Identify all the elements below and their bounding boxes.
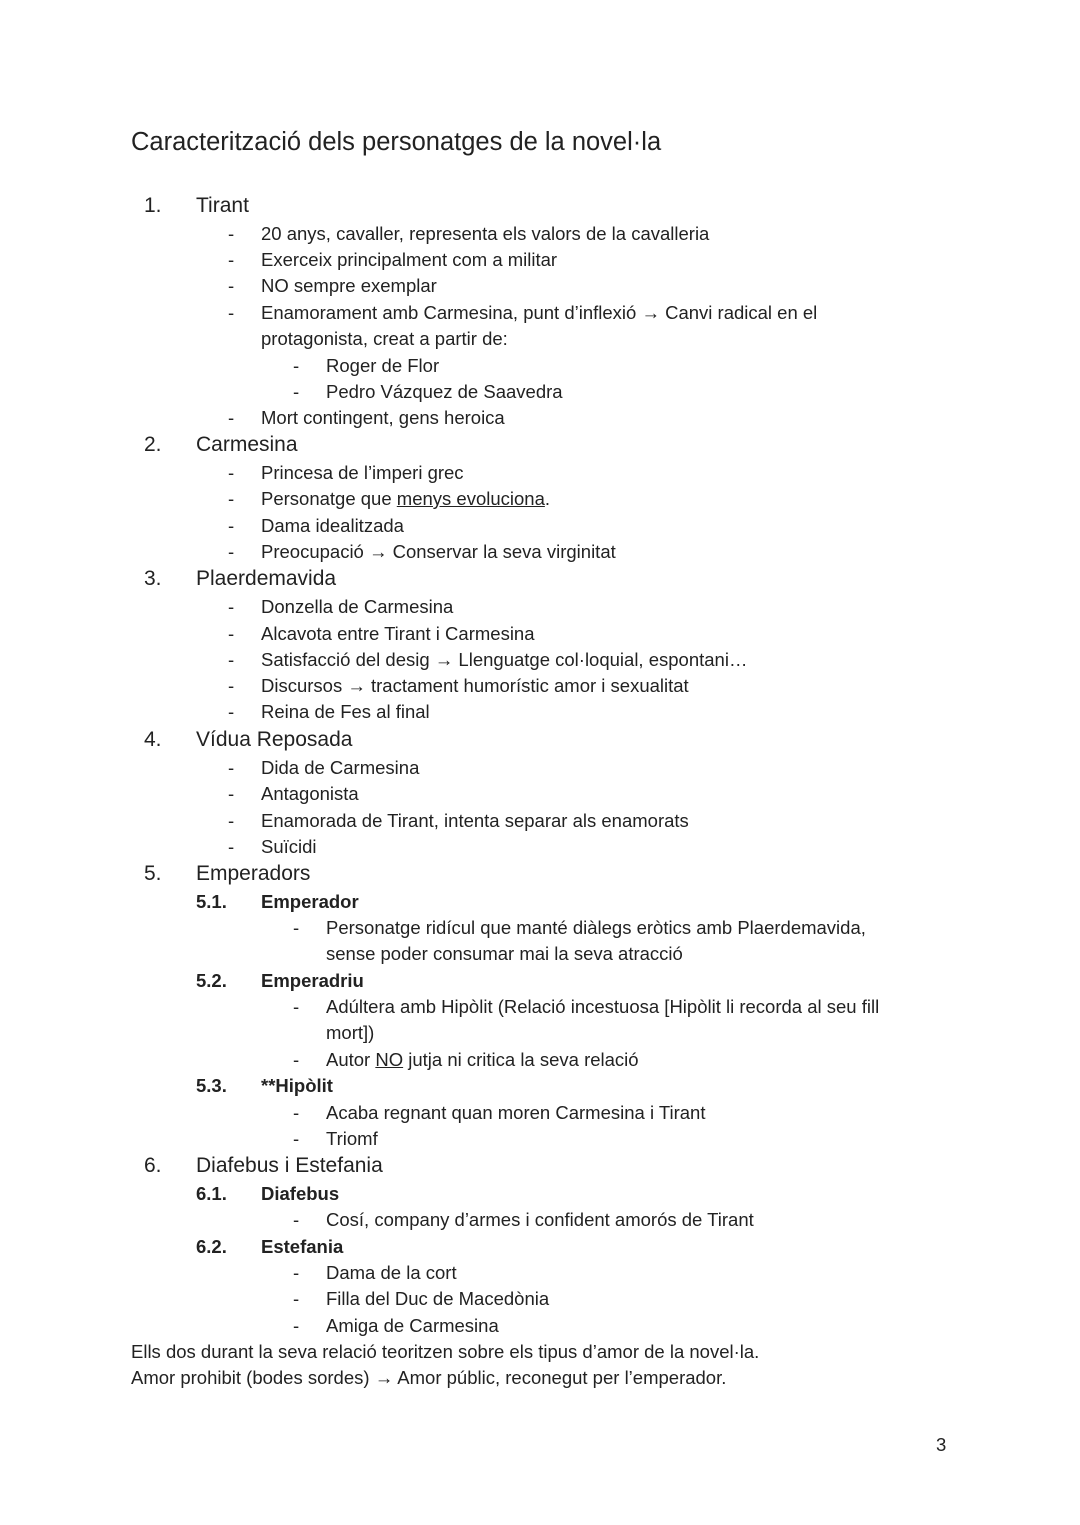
section-number: 2. (144, 433, 162, 456)
section-heading-carmesina: Carmesina (196, 433, 298, 456)
bullet-dash: - (228, 623, 235, 644)
bullet-dash: - (293, 1128, 300, 1149)
list-item: NO sempre exemplar (261, 275, 437, 296)
bullet-dash: - (228, 275, 235, 296)
list-item-continuation: mort]) (326, 1022, 375, 1043)
list-item-text: Personatge que (261, 488, 397, 509)
bullet-dash: - (293, 1288, 300, 1309)
page-title: Caracterització dels personatges de la novel·la (131, 128, 662, 156)
list-item-text: . (544, 488, 551, 509)
section-number: 3. (144, 567, 162, 590)
bullet-dash: - (228, 302, 235, 323)
underlined-text: menys evoluciona (396, 488, 545, 509)
bullet-dash: - (228, 515, 235, 536)
closing-paragraph-line: Amor prohibit (bodes sordes) → Amor públic, reconegut per l’emperador. (131, 1367, 727, 1388)
list-item: 20 anys, cavaller, representa els valors de la cavalleria (261, 223, 710, 244)
bullet-dash: - (228, 675, 235, 696)
bullet-dash: - (293, 355, 300, 376)
list-item: Triomf (326, 1128, 378, 1149)
section-heading-vidua-reposada: Vídua Reposada (196, 728, 353, 751)
bullet-dash: - (228, 836, 235, 857)
list-item (326, 1049, 639, 1071)
subsection-heading-hipolit: **Hipòlit (261, 1075, 333, 1096)
list-item: Satisfacció del desig → Llenguatge col·loquial, espontani… (261, 649, 748, 670)
list-item: Preocupació → Conservar la seva virginitat (261, 541, 616, 562)
bullet-dash: - (293, 1315, 300, 1336)
page-number: 3 (936, 1434, 947, 1455)
list-item (261, 488, 550, 510)
list-item: Adúltera amb Hipòlit (Relació incestuosa [Hipòlit li recorda al seu fill (326, 996, 880, 1017)
list-item: Reina de Fes al final (261, 701, 430, 722)
subsection-number: 5.2. (196, 970, 227, 991)
bullet-dash: - (228, 462, 235, 483)
underlined-text: NO (375, 1049, 404, 1070)
bullet-dash: - (293, 1209, 300, 1230)
subsection-heading-estefania: Estefania (261, 1236, 344, 1257)
section-number: 4. (144, 728, 162, 751)
bullet-dash: - (228, 757, 235, 778)
subsection-number: 6.2. (196, 1236, 227, 1257)
list-item: Enamorada de Tirant, intenta separar als enamorats (261, 810, 689, 831)
bullet-dash: - (228, 223, 235, 244)
list-item: Filla del Duc de Macedònia (326, 1288, 550, 1309)
list-item: Dama idealitzada (261, 515, 404, 536)
list-item: Acaba regnant quan moren Carmesina i Tirant (326, 1102, 706, 1123)
subsection-heading-diafebus: Diafebus (261, 1183, 340, 1204)
list-item: Suïcidi (261, 836, 317, 857)
bullet-dash: - (293, 1262, 300, 1283)
list-item: Discursos → tractament humorístic amor i sexualitat (261, 675, 689, 696)
subsection-heading-emperadriu: Emperadriu (261, 970, 364, 991)
list-item: Alcavota entre Tirant i Carmesina (261, 623, 535, 644)
bullet-dash: - (228, 249, 235, 270)
list-item-text: Autor (326, 1049, 376, 1070)
closing-paragraph-line: Ells dos durant la seva relació teoritzen sobre els tipus d’amor de la novel·la. (131, 1341, 760, 1362)
subsection-number: 5.1. (196, 891, 227, 912)
bullet-dash: - (228, 407, 235, 428)
section-heading-diafebus-estefania: Diafebus i Estefania (196, 1154, 383, 1177)
list-item: Amiga de Carmesina (326, 1315, 499, 1336)
list-item: Dida de Carmesina (261, 757, 420, 778)
bullet-dash: - (293, 996, 300, 1017)
list-item: Exerceix principalment com a militar (261, 249, 558, 270)
list-item-text: jutja ni critica la seva relació (403, 1049, 639, 1070)
list-item: Mort contingent, gens heroica (261, 407, 505, 428)
section-number: 6. (144, 1154, 162, 1177)
list-item: Roger de Flor (326, 355, 440, 376)
bullet-dash: - (228, 783, 235, 804)
section-heading-emperadors: Emperadors (196, 862, 311, 885)
list-item: Antagonista (261, 783, 359, 804)
subsection-heading-emperador: Emperador (261, 891, 359, 912)
list-item-continuation: protagonista, creat a partir de: (261, 328, 508, 349)
bullet-dash: - (293, 1102, 300, 1123)
section-number: 1. (144, 194, 162, 217)
list-item: Princesa de l’imperi grec (261, 462, 464, 483)
section-heading-plaerdemavida: Plaerdemavida (196, 567, 337, 590)
bullet-dash: - (228, 596, 235, 617)
bullet-dash: - (228, 488, 235, 509)
bullet-dash: - (293, 381, 300, 402)
list-item-continuation: sense poder consumar mai la seva atracció (326, 943, 683, 964)
list-item: Personatge ridícul que manté diàlegs eròtics amb Plaerdemavida, (326, 917, 866, 938)
bullet-dash: - (228, 541, 235, 562)
bullet-dash: - (293, 1049, 300, 1070)
list-item: Donzella de Carmesina (261, 596, 454, 617)
list-item: Enamorament amb Carmesina, punt d’inflexió → Canvi radical en el (261, 302, 818, 323)
bullet-dash: - (228, 810, 235, 831)
subsection-number: 5.3. (196, 1075, 227, 1096)
subsection-number: 6.1. (196, 1183, 227, 1204)
section-heading-tirant: Tirant (196, 194, 249, 217)
bullet-dash: - (293, 917, 300, 938)
list-item: Pedro Vázquez de Saavedra (326, 381, 563, 402)
list-item: Dama de la cort (326, 1262, 457, 1283)
bullet-dash: - (228, 701, 235, 722)
bullet-dash: - (228, 649, 235, 670)
list-item: Cosí, company d’armes i confident amorós de Tirant (326, 1209, 754, 1230)
section-number: 5. (144, 862, 162, 885)
